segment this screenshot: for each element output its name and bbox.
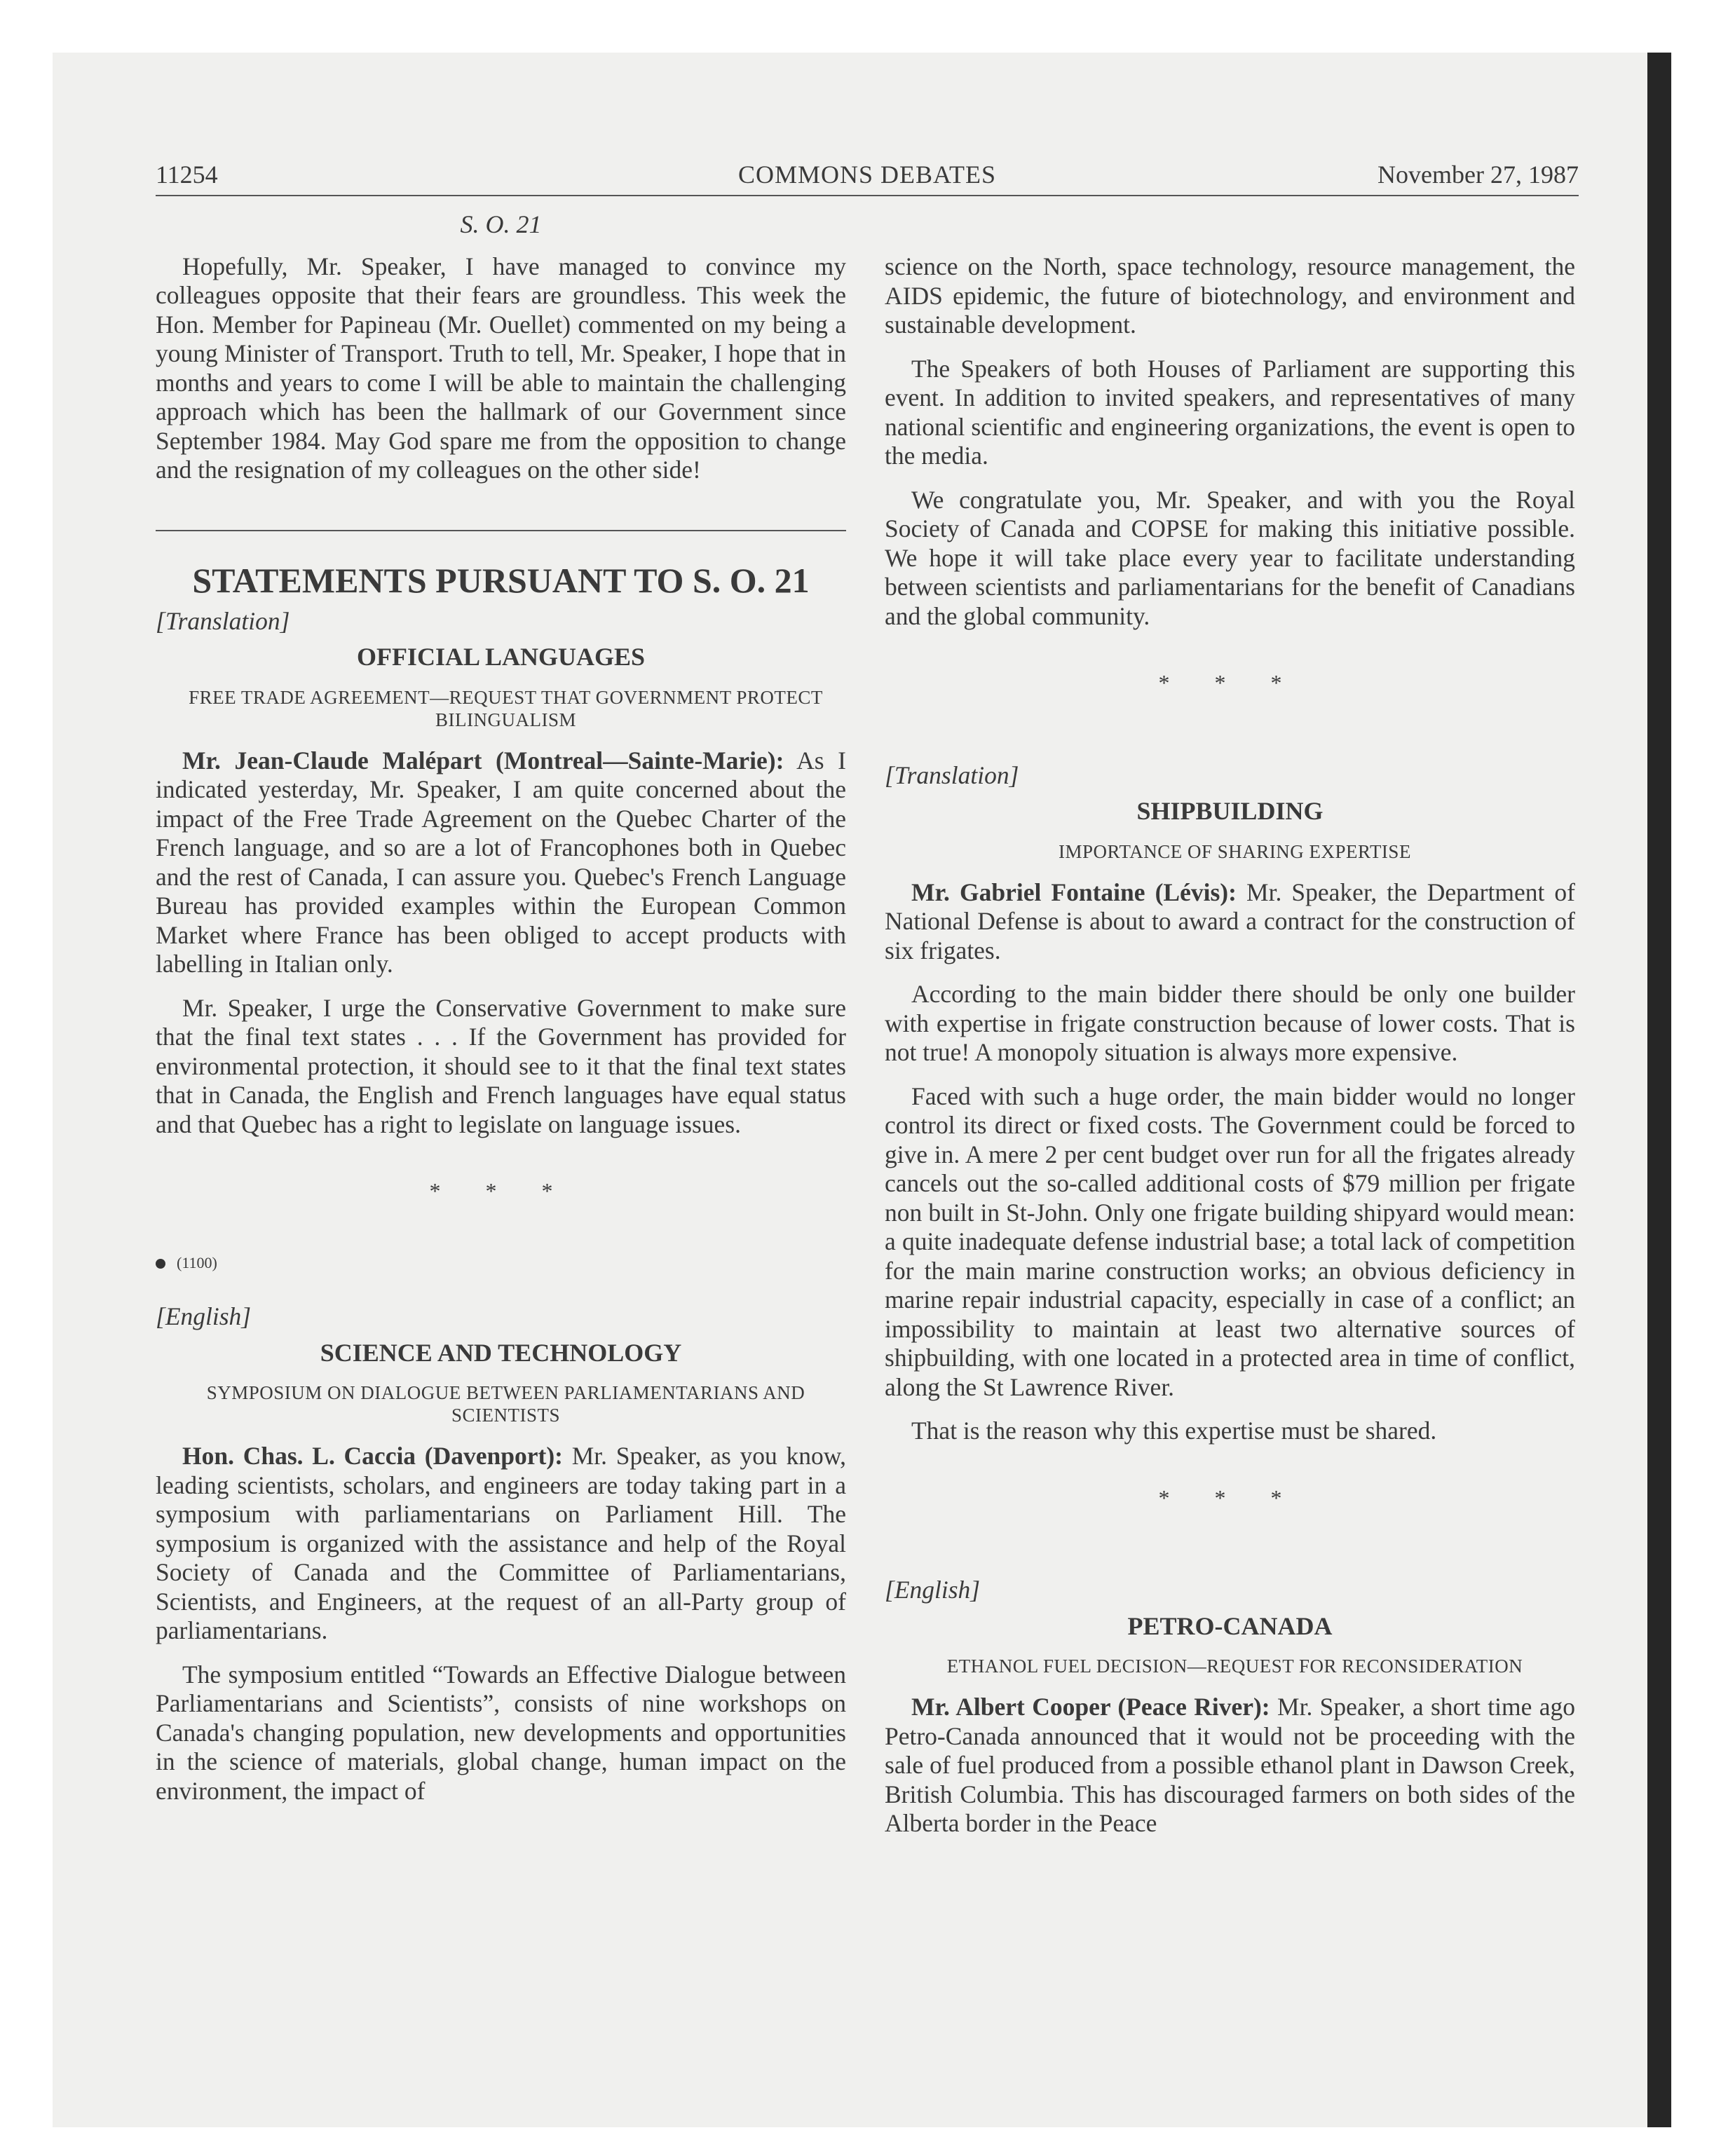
shipbuilding-subtitle: IMPORTANCE OF SHARING EXPERTISE xyxy=(1059,840,1411,862)
petro-canada-subtitle: ETHANOL FUEL DECISION—REQUEST FOR RECONSIDERATION xyxy=(946,1656,1523,1677)
fontaine-paragraph-2: According to the main bidder there should be only one builder with expertise in frigate construction because of lower costs. That is not true! A monopoly situation is always more expensive. xyxy=(885,980,1575,1066)
fontaine-paragraph-3: Faced with such a huge order, the main bidder would no longer control its direct or fixed costs. The Government could be forced to give in. A mere 2 per cent budget over run for all the frigates already cancels out the so-called additional costs of $79 million per frigate non built in St-John. Only one frigate building shipyard would mean: a quite inadequate defense industrial base; a total lack of competition for the main marine construction works; an obvious deficiency in marine repair industrial capacity, especially in case of a conflict; an impossibility to maintain at least two alternative sources of shipbuilding, with one located in a protected area in time of conflict, along the St Lawrence River. xyxy=(885,1082,1575,1401)
opening-paragraph: Hopefully, Mr. Speaker, I have managed to convince my colleagues opposite that their fears are groundless. This week the Hon. Member for Papineau (Mr. Ouellet) commented on my being a young Minister of Transport. Truth to tell, Mr. Speaker, I hope that in months and years to come I will be able to maintain the challenging approach which has been the hallmark of our Government since September 1984. May God spare me from the opposition to change and the resignation of my colleagues on the other side! xyxy=(156,252,846,484)
official-languages-title: OFFICIAL LANGUAGES xyxy=(356,643,646,671)
malepart-paragraph-1 xyxy=(156,746,846,979)
translation-tag: [Translation] xyxy=(885,760,1019,789)
sitting-date: November 27, 1987 xyxy=(1377,161,1579,189)
science-subtitle: SYMPOSIUM ON DIALOGUE BETWEEN PARLIAMENTARIANS AND SCIENTISTS xyxy=(206,1382,805,1426)
english-tag: [English] xyxy=(156,1302,252,1330)
time-marker-text: (1100) xyxy=(177,1253,217,1271)
page-number: 11254 xyxy=(156,161,218,189)
speaker-name: Hon. Chas. L. Caccia (Davenport): xyxy=(182,1442,563,1470)
right-column xyxy=(885,252,1575,1853)
cooper-paragraph-1 xyxy=(885,1693,1575,1838)
paragraph-text: Mr. Speaker, as you know, leading scientists, scholars, and engineers are today taking part in a symposium with parliamentarians on Parliament Hill. The symposium is organized with the assistance and help of the Royal Society of Canada and the Committee of Parliamentarians, Scientists, and Engineers, at the request of an all-Party group of parliamentarians. xyxy=(156,1442,846,1644)
speaker-name: Mr. Albert Cooper (Peace River): xyxy=(911,1693,1270,1721)
bullet-dot xyxy=(156,1259,165,1269)
science-paragraph-3: We congratulate you, Mr. Speaker, and with you the Royal Society of Canada and COPSE for making this initiative possible. We hope it will take place every year to facilitate understanding between scientists and parliamentarians for the benefit of Canadians and the global community. xyxy=(885,485,1575,630)
petro-canada-title: PETRO-CANADA xyxy=(1127,1611,1333,1640)
shipbuilding-title: SHIPBUILDING xyxy=(1136,797,1324,825)
paragraph-text: Mr. Speaker, the Department of National Defense is about to award a contract for the construction of six frigates. xyxy=(885,878,1575,964)
publication-title: COMMONS DEBATES xyxy=(737,161,997,189)
left-column xyxy=(156,210,846,1820)
caccia-paragraph-1 xyxy=(156,1442,846,1646)
speaker-name: Mr. Gabriel Fontaine (Lévis): xyxy=(911,878,1237,906)
section-separator: * * * xyxy=(1158,1485,1302,1510)
fontaine-paragraph-4: That is the reason why this expertise must be shared. xyxy=(911,1417,1437,1445)
science-title: SCIENCE AND TECHNOLOGY xyxy=(320,1338,682,1367)
paragraph-text: Mr. Speaker, a short time ago Petro-Canada announced that it would not be proceeding with the sale of fuel produced from a possible ethanol plant in Dawson Creek, British Columbia. This has discouraged farmers on both sides of the Alberta border in the Peace xyxy=(885,1693,1576,1837)
science-paragraph-2: The Speakers of both Houses of Parliament are supporting this event. In addition to invited speakers, and representatives of many national scientific and engineering organizations, the event is open to the media. xyxy=(885,354,1575,470)
section-separator: * * * xyxy=(429,1178,573,1203)
statements-heading: STATEMENTS PURSUANT TO S. O. 21 xyxy=(192,560,810,600)
running-heading: S. O. 21 xyxy=(460,210,542,238)
fontaine-paragraph-1 xyxy=(885,878,1575,966)
time-marker xyxy=(156,1248,846,1278)
section-separator: * * * xyxy=(1158,670,1302,695)
paragraph-text: As I indicated yesterday, Mr. Speaker, I am quite concerned about the impact of the Free Trade Agreement on the Quebec Charter of the French language, and so are a lot of Francophones both in Quebec and the rest of Canada, I can assure you. Quebec's French Language Bureau has provided examples within the European Common Market where France has been obliged to accept products with labelling in Italian only. xyxy=(156,746,846,978)
official-languages-subtitle: FREE TRADE AGREEMENT—REQUEST THAT GOVERNMENT PROTECT BILINGUALISM xyxy=(189,686,823,730)
speaker-name: Mr. Jean-Claude Malépart (Montreal—Sainte-Marie): xyxy=(182,746,784,775)
english-tag: [English] xyxy=(885,1576,981,1604)
caccia-paragraph-2: The symposium entitled “Towards an Effective Dialogue between Parliamentarians and Scientists”, consists of nine workshops on Canada's changing population, new developments and opportunities in the science of materials, global change, human impact on the environment, the impact of xyxy=(156,1660,846,1805)
page-header xyxy=(156,160,1579,196)
translation-tag: [Translation] xyxy=(156,606,290,635)
science-continuation: science on the North, space technology, resource management, the AIDS epidemic, the future of biotechnology, and environment and sustainable development. xyxy=(885,252,1575,339)
section-divider xyxy=(156,530,846,531)
malepart-paragraph-2: Mr. Speaker, I urge the Conservative Government to make sure that the final text states . . . If the Government has provided for environmental protection, it should see to it that the final text states that in Canada, the English and French languages have equal status and that Quebec has a right to legislate on language issues. xyxy=(156,993,846,1138)
scan-edge xyxy=(1647,53,1671,2127)
